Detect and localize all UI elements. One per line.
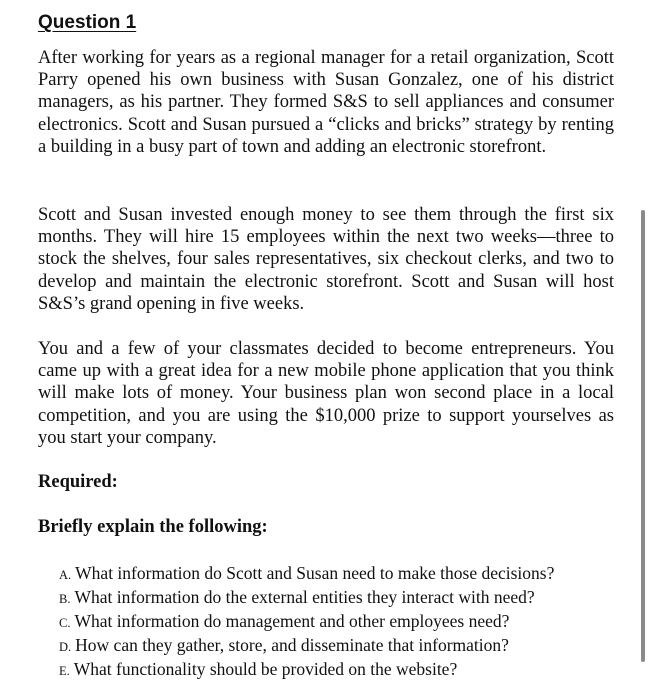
question-letter: D.	[59, 640, 72, 654]
paragraph-intro: After working for years as a regional manager for a retail organization, Scott Parry opened his own business with Susan Gonzalez, one of his district managers, as his partner. They formed S&S to sell appliances and consumer electronics. Scott and Susan pursued a “clicks and bricks” strategy by renting a building in a busy part of town and adding an electronic storefront.	[38, 48, 614, 157]
question-list	[59, 562, 554, 682]
question-text: What information do the external entities they interact with need?	[74, 587, 535, 607]
paragraph-entrepreneurs: You and a few of your classmates decided to become entrepreneurs. You came up with a great idea for a new mobile phone application that you think will make lots of money. Your business plan won second place in a local competition, and you are using the $10,000 prize to support yourselves as you start your company.	[38, 339, 614, 448]
question-letter: A.	[59, 568, 72, 582]
question-text: What functionality should be provided on the website?	[73, 659, 458, 679]
scrollbar[interactable]	[641, 210, 645, 662]
question-letter: B.	[59, 592, 71, 606]
question-item-b	[59, 586, 554, 610]
question-title: Question 1	[38, 12, 137, 33]
question-letter: C.	[59, 616, 71, 630]
question-text: What information do Scott and Susan need to make those decisions?	[75, 563, 555, 583]
question-item-c	[59, 610, 554, 634]
question-text: What information do management and other employees need?	[74, 611, 510, 631]
question-item-a	[59, 562, 554, 586]
paragraph-investment: Scott and Susan invested enough money to see them through the first six months. They will hire 15 employees within the next two weeks—three to stock the shelves, four sales representatives, six checkout clerks, and two to develop and maintain the electronic storefront. Scott and Susan will host S&S’s grand opening in five weeks.	[38, 205, 614, 314]
required-label: Required:	[38, 472, 118, 492]
question-letter: E.	[59, 664, 70, 678]
question-text: How can they gather, store, and disseminate that information?	[75, 635, 509, 655]
instruction-label: Briefly explain the following:	[38, 517, 268, 537]
question-item-e	[59, 658, 554, 682]
question-item-d	[59, 634, 554, 658]
